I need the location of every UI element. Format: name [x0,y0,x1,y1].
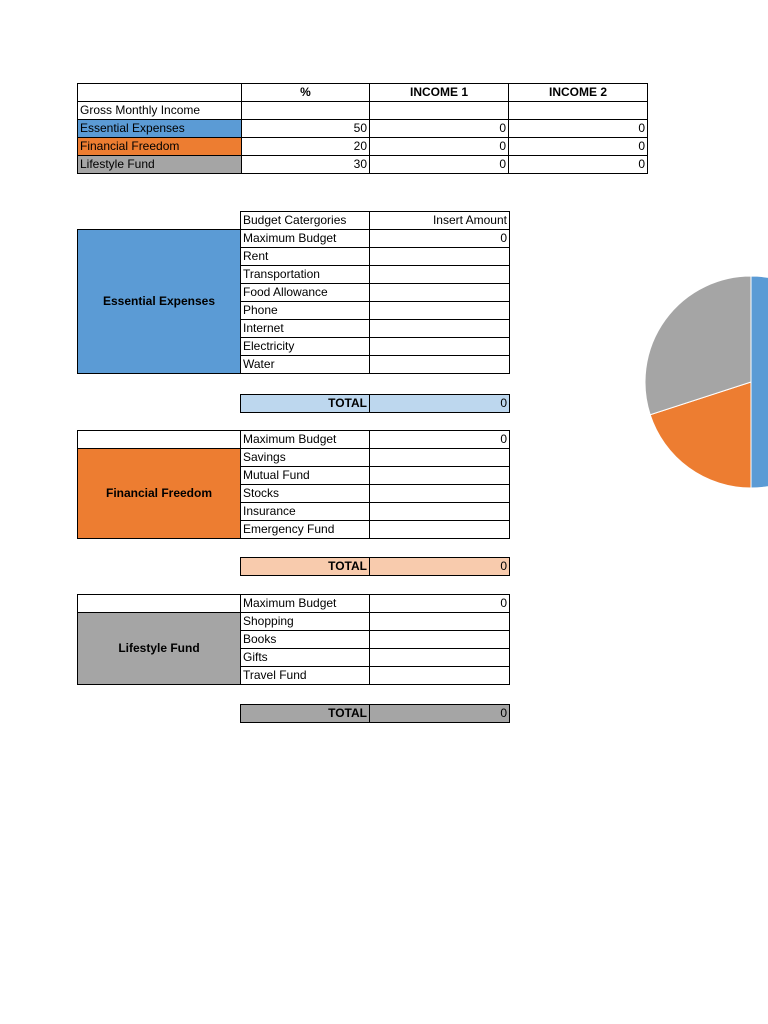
summary-label-lifestyle[interactable]: Lifestyle Fund [78,156,242,174]
pie-slice-essential-expenses[interactable] [751,276,768,488]
budget-header-row [241,212,510,230]
amount-cell[interactable]: 0 [370,595,510,613]
amount-cell[interactable] [370,248,510,266]
lifestyle-total-label[interactable]: TOTAL [241,705,370,723]
amount-cell[interactable] [370,320,510,338]
category-label[interactable]: Maximum Budget [241,431,370,449]
category-label[interactable]: Emergency Fund [241,521,370,539]
summary-pct-gross[interactable] [242,102,370,120]
amount-cell[interactable] [370,284,510,302]
summary-label-gross[interactable]: Gross Monthly Income [78,102,242,120]
summary-income2-lifestyle[interactable]: 0 [509,156,648,174]
table-row [78,431,510,449]
category-label[interactable]: Books [241,631,370,649]
lifestyle-total-row [241,705,510,723]
summary-income1-freedom[interactable]: 0 [370,138,509,156]
amount-cell[interactable] [370,613,510,631]
category-label[interactable]: Stocks [241,485,370,503]
amount-cell[interactable] [370,631,510,649]
amount-cell[interactable] [370,266,510,284]
category-label[interactable]: Maximum Budget [241,230,370,248]
category-label[interactable]: Shopping [241,613,370,631]
freedom-total-value[interactable]: 0 [370,558,510,576]
summary-row-lifestyle [78,156,648,174]
header-budget-categories[interactable]: Budget Catergories [241,212,370,230]
table-row [78,230,510,248]
category-label[interactable]: Insurance [241,503,370,521]
category-label[interactable]: Savings [241,449,370,467]
summary-income1-essential[interactable]: 0 [370,120,509,138]
summary-row-essential [78,120,648,138]
amount-cell[interactable]: 0 [370,431,510,449]
freedom-total-table [240,557,510,576]
category-label[interactable]: Water [241,356,370,374]
table-row [78,595,510,613]
summary-pct-lifestyle[interactable]: 30 [242,156,370,174]
lifestyle-total-value[interactable]: 0 [370,705,510,723]
summary-header-income2[interactable]: INCOME 2 [509,84,648,102]
amount-cell[interactable] [370,467,510,485]
summary-header-row [78,84,648,102]
summary-pct-essential[interactable]: 50 [242,120,370,138]
category-label[interactable]: Gifts [241,649,370,667]
summary-row-gross [78,102,648,120]
lifestyle-blank-cell[interactable] [78,595,241,613]
category-label[interactable]: Transportation [241,266,370,284]
amount-cell[interactable] [370,302,510,320]
category-label[interactable]: Food Allowance [241,284,370,302]
summary-table [77,83,648,174]
freedom-group-label[interactable]: Financial Freedom [78,449,241,539]
amount-cell[interactable] [370,521,510,539]
lifestyle-group-label[interactable]: Lifestyle Fund [78,613,241,685]
category-label[interactable]: Rent [241,248,370,266]
table-row [78,613,510,631]
essential-total-value[interactable]: 0 [370,395,510,413]
amount-cell[interactable] [370,649,510,667]
summary-header-percent[interactable]: % [242,84,370,102]
amount-cell[interactable] [370,503,510,521]
summary-label-essential[interactable]: Essential Expenses [78,120,242,138]
amount-cell[interactable]: 0 [370,230,510,248]
essential-group-label[interactable]: Essential Expenses [78,230,241,374]
essential-total-table [240,394,510,413]
summary-header-income1[interactable]: INCOME 1 [370,84,509,102]
amount-cell[interactable] [370,485,510,503]
summary-row-freedom [78,138,648,156]
lifestyle-total-table [240,704,510,723]
summary-label-freedom[interactable]: Financial Freedom [78,138,242,156]
budget-categories-header [240,211,510,230]
category-label[interactable]: Internet [241,320,370,338]
category-label[interactable]: Electricity [241,338,370,356]
freedom-total-row [241,558,510,576]
summary-pct-freedom[interactable]: 20 [242,138,370,156]
freedom-blank-cell[interactable] [78,431,241,449]
lifestyle-fund-table [77,594,510,685]
freedom-total-label[interactable]: TOTAL [241,558,370,576]
summary-header-blank[interactable] [78,84,242,102]
essential-total-label[interactable]: TOTAL [241,395,370,413]
category-label[interactable]: Mutual Fund [241,467,370,485]
essential-total-row [241,395,510,413]
category-label[interactable]: Travel Fund [241,667,370,685]
budget-pie-chart[interactable] [638,276,768,488]
category-label[interactable]: Maximum Budget [241,595,370,613]
financial-freedom-table [77,430,510,539]
summary-income2-gross[interactable] [509,102,648,120]
essential-expenses-table [77,229,510,374]
category-label[interactable]: Phone [241,302,370,320]
amount-cell[interactable] [370,338,510,356]
table-row [78,449,510,467]
summary-income2-essential[interactable]: 0 [509,120,648,138]
summary-income1-lifestyle[interactable]: 0 [370,156,509,174]
amount-cell[interactable] [370,356,510,374]
header-insert-amount[interactable]: Insert Amount [370,212,510,230]
amount-cell[interactable] [370,667,510,685]
amount-cell[interactable] [370,449,510,467]
summary-income1-gross[interactable] [370,102,509,120]
summary-income2-freedom[interactable]: 0 [509,138,648,156]
